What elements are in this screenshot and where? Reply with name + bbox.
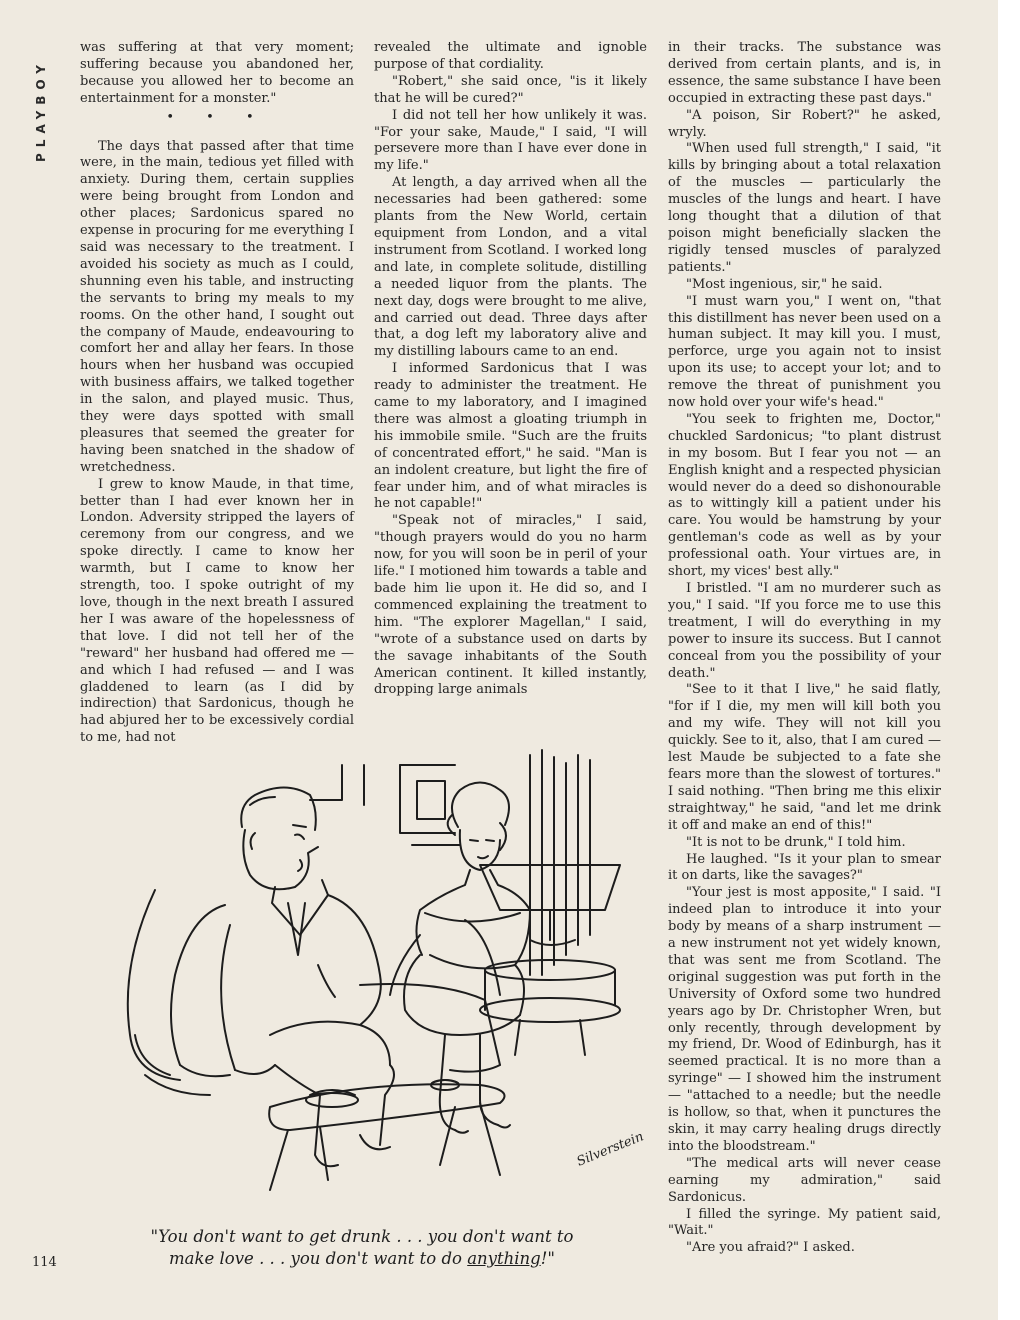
paragraph: "When used full strength," I said, "it kills by bringing about a total relaxation of the muscles — particularly the muscles of the lungs and heart. I have long thought that a dilution of that poison might beneficially slacken the rigidly tensed muscles of paralyzed patients.": [668, 141, 941, 275]
paragraph: "Speak not of miracles," I said, "though prayers would do you no harm now, for you will soon be in peril of your life." I motioned him towards a table and bade him lie upon it. He did so, and I commenced explaining the treatment to him. "The explorer Magellan," I said, "wrote of a substance used on darts by the savage inhabitants of the South American continent. It killed instantly, dropping large animals: [374, 513, 647, 698]
caption-line-2: [92, 1248, 632, 1270]
woman-figure: [390, 783, 530, 1133]
caption-line-2-start: make love . . . you don't want to do: [169, 1249, 468, 1268]
section-separator: • • •: [166, 109, 268, 125]
page-number: 114: [32, 1255, 57, 1270]
paragraph: I filled the syringe. My patient said, "Wait.": [668, 1206, 941, 1239]
paragraph: "It is not to be drunk," I told him.: [686, 834, 906, 850]
text-column-3: [668, 40, 941, 1257]
cartoon-illustration: [60, 735, 660, 1210]
sofa: [128, 890, 500, 1095]
paragraph: "Robert," she said once, "is it likely that he will be cured?": [374, 73, 647, 106]
text-column-1: [80, 40, 354, 747]
caption-line-2-end: !": [540, 1249, 555, 1268]
paragraph: "I must warn you," I went on, "that this distillment has never been used on a human subject. It may kill you. I must, perforce, urge you again not to insist upon its use; to accept your lot; and to remove the threat of punishment you now hold over your wife's head.": [668, 293, 941, 411]
cartoon-caption: [92, 1226, 632, 1270]
paragraph: At length, a day arrived when all the necessaries had been gathered: some plants from the New World, certain equipment from London, and a vital instrument from Scotland. I worked long and late, in complete solitude, distilling a needed liquor from the plants. The next day, dogs were brought to me alive, and carried out dead. Three days after that, a dog left my laboratory alive and my distilling labours came to an end.: [374, 175, 647, 360]
paragraph: "A poison, Sir Robert?" he asked, wryly.: [668, 107, 941, 140]
page-edge: [998, 0, 1020, 1320]
artist-signature: Silverstein: [574, 1129, 646, 1170]
paragraph: "See to it that I live," he said flatly, "for if I die, my men will kill both you and my wife. They will not kill you quickly. See to it, also, that I am cured — lest Maude be subjected to a fate she fears more than the slowest of tortures." I said nothing. "Then bring me this elixir straightway," he said, "and let me drink it off and make an end of this!": [668, 682, 941, 833]
paragraph: "You seek to frighten me, Doctor," chuckled Sardonicus; "to plant distrust in my bosom. But I fear you not — an English knight and a respected physician would never do a deed so dishonourable as to wittingly kill a patient under his care. You would be hamstrung by your gentleman's code as well as by your professional oath. Your virtues are, in short, my vices' best ally.": [668, 411, 941, 580]
paragraph: I did not tell her how unlikely it was. "For your sake, Maude," I said, "I will persevere more than I have ever done in my life.": [374, 107, 647, 174]
paragraph: was suffering at that very moment; suffering because you abandoned her, because you allowed her to become an entertainment for a monster.": [80, 40, 354, 106]
lamp-and-side-table: [480, 750, 620, 1055]
paragraph: I grew to know Maude, in that time, better than I had ever known her in London. Adversity stripped the layers of ceremony from our congress, and we spoke directly. I came to know her warmth, but I came to know her strength, too. I spoke outright of my love, though in the next breath I assured her I was aware of the hopelessness of that love. I did not tell her of the "reward" her husband had offered me — and which I had refused — and I was gladdened to learn (as I did by indirection) that Sardonicus, though he had abjured her to be excessively cordial to me, had not: [80, 476, 354, 746]
text-column-2: [374, 40, 647, 699]
man-figure: [171, 788, 394, 1167]
wall-pictures: [310, 765, 460, 845]
coffee-table: [269, 1080, 504, 1190]
caption-emphasis: anything: [467, 1249, 541, 1268]
paragraph: in their tracks. The substance was derived from certain plants, and is, in essence, the same substance I have been occupied in extracting these past days.": [668, 40, 941, 106]
paragraph: "Most ingenious, sir," he said.: [686, 276, 883, 292]
paragraph: revealed the ultimate and ignoble purpose of that cordiality.: [374, 40, 647, 72]
paragraph: "The medical arts will never cease earning my admiration," said Sardonicus.: [668, 1155, 941, 1205]
paragraph: I informed Sardonicus that I was ready to administer the treatment. He came to my laboratory, and I imagined there was almost a gloating triumph in his immobile smile. "Such are the fruits of concentrated effort," he said. "Man is an indolent creature, but light the fire of fear under him, and of what miracles is he not capable!": [374, 361, 647, 512]
paragraph: "Your jest is most apposite," I said. "I indeed plan to introduce it into your body by means of a sharp instrument — a new instrument not yet widely known, that was sent me from Scotland. The original suggestion was put forth in the University of Oxford some two hundred years ago by Dr. Christopher Wren, but only recently, through development by my friend, Dr. Wood of Edinburgh, has it seemed practical. It is no more than a syringe" — I showed him the instrument — "attached to a needle; but the needle is hollow, so that, when it punctures the skin, it may carry healing drugs directly into the bloodstream.": [668, 885, 941, 1154]
paragraph: I bristled. "I am no murderer such as you," I said. "If you force me to use this treatment, I will do everything in my power to insure its success. But I cannot conceal from you the possibility of your death.": [668, 581, 941, 681]
paragraph: "Are you afraid?" I asked.: [686, 1240, 855, 1256]
magazine-name: PLAYBOY: [34, 59, 48, 163]
paragraph: He laughed. "Is it your plan to smear it on darts, like the savages?": [668, 851, 941, 884]
paragraph: The days that passed after that time were, in the main, tedious yet filled with anxiety. During them, certain supplies were being brought from London and other places; Sardonicus spared no expense in procuring for me everything I said was necessary to the treatment. I avoided his society as much as I could, shunning even his table, and instructing the servants to bring my meals to my rooms. On the other hand, I sought out the company of Maude, endeavouring to comfort her and allay her fears. In those hours when her husband was occupied with business affairs, we talked together in the salon, and played music. Thus, they were days spotted with small pleasures that seemed the greater for having been snatched in the shadow of wretchedness.: [80, 138, 354, 475]
caption-line-1: "You don't want to get drunk . . . you don't want to: [150, 1227, 574, 1246]
